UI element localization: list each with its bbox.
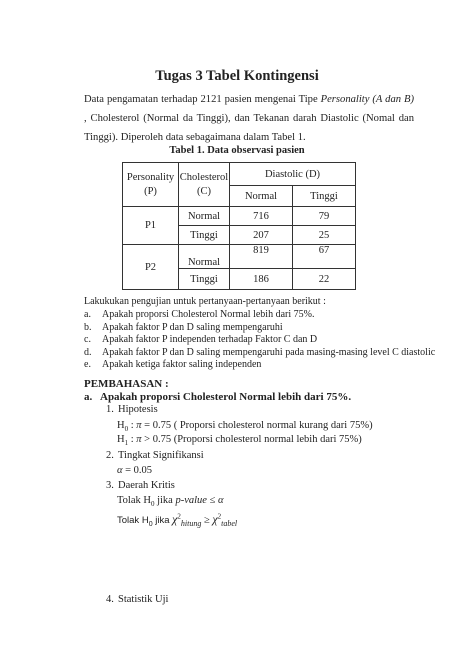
alpha-line: α = 0.05 xyxy=(117,465,153,476)
list-marker: d. xyxy=(84,346,92,358)
cell-cholesterol: Tinggi xyxy=(179,226,230,245)
step-number: 3. xyxy=(106,480,114,491)
intro-text: Data pengamatan terhadap 2121 pasien mengenai Tipe xyxy=(84,94,321,105)
header-tinggi: Tinggi xyxy=(293,186,356,207)
task-list xyxy=(84,296,444,371)
list-text: Apakah faktor P dan D saling mempengaruhi xyxy=(102,321,283,333)
table-row xyxy=(123,245,356,269)
intro-italic-text: Personality (A dan B) xyxy=(320,94,415,105)
cell-cholesterol: Normal xyxy=(179,245,230,269)
cell-personality: P2 xyxy=(123,245,179,290)
cell-normal: 186 xyxy=(230,269,293,290)
rule-text: jika xyxy=(154,495,176,506)
rule-text: jika xyxy=(152,515,170,526)
rule-subscript: hitung xyxy=(180,519,202,529)
step-test-statistic xyxy=(106,594,168,605)
header-cholesterol: Cholesterol (C) xyxy=(179,163,230,207)
list-text: Apakah faktor P dan D saling mempengaruhi pada masing-masing level C diastolic xyxy=(102,346,436,358)
alpha-text: = 0.05 xyxy=(122,465,153,476)
step-label: Tingkat Signifikansi xyxy=(118,450,204,461)
header-normal: Normal xyxy=(230,186,293,207)
rule-subscript: tabel xyxy=(221,519,238,529)
solution-subheading xyxy=(84,391,351,404)
cell-normal: 207 xyxy=(230,226,293,245)
h0-line: $H_0$ : π = 0.75 ( Proporsi cholesterol normal kurang dari 75%) xyxy=(117,420,373,434)
cell-cholesterol: Normal xyxy=(179,207,230,226)
step-label: Daerah Kritis xyxy=(118,480,175,491)
cell-normal: 716 xyxy=(230,207,293,226)
cell-tinggi: 67 xyxy=(293,245,356,269)
cell-cholesterol: Tinggi xyxy=(179,269,230,290)
step-label: Hipotesis xyxy=(118,404,158,415)
solution-heading: PEMBAHASAN : xyxy=(84,378,169,390)
rule-relation: ≤ xyxy=(206,495,218,506)
rule-subscript: 0 xyxy=(150,500,155,509)
list-text: Apakah proporsi Cholesterol Normal lebih dari 75%. xyxy=(102,309,315,321)
reject-rule-pvalue: Tolak $H_0$ jika p-value ≤ α xyxy=(117,495,224,509)
list-item xyxy=(84,309,444,321)
list-marker: a. xyxy=(84,309,91,321)
list-marker: b. xyxy=(84,321,92,333)
rule-text: Tolak H xyxy=(117,495,151,506)
step-critical-region xyxy=(106,480,175,491)
h1-line: $H_1$ : π > 0.75 (Proporsi cholesterol normal lebih dari 75%) xyxy=(117,434,362,448)
list-marker: e. xyxy=(84,359,91,371)
step-significance xyxy=(106,450,204,461)
reject-rule-chisquare: Tolak $H_0$ jika $\chi^2_{hitung} \ge \chi^2_{tabel}$ xyxy=(117,512,238,529)
step-label: Statistik Uji xyxy=(118,594,169,605)
cell-tinggi: 79 xyxy=(293,207,356,226)
rule-italic: p-value xyxy=(175,495,207,506)
h0-text: = 0.75 ( Proporsi cholesterol normal kurang dari 75%) xyxy=(141,420,373,431)
intro-paragraph xyxy=(84,90,414,147)
subheading-marker: a. xyxy=(84,391,93,403)
table-row xyxy=(123,207,356,226)
list-item xyxy=(84,322,444,334)
subheading-text: Apakah proporsi Cholesterol Normal lebih dari 75%. xyxy=(100,391,352,403)
step-number: 2. xyxy=(106,450,114,461)
rule-relation: ≥ xyxy=(201,515,213,526)
h1-text: > 0.75 (Proporsi cholesterol normal lebih dari 75%) xyxy=(141,434,362,445)
task-list-lead: Lakukukan pengujian untuk pertanyaan-pertanyaan berikut : xyxy=(84,296,326,307)
table-caption: Tabel 1. Data observasi pasien xyxy=(169,145,305,156)
header-diastolic: Diastolic (D) xyxy=(230,163,356,186)
step-hypothesis xyxy=(106,404,158,415)
cell-normal: 819 xyxy=(230,245,293,269)
intro-text-end: , Cholesterol (Normal da Tinggi), dan Tekanan darah Diastolic (Nomal dan Tinggi). Diperoleh data sebagaimana dalam Tabel 1. xyxy=(84,113,414,143)
cell-personality: P1 xyxy=(123,207,179,245)
observation-table xyxy=(122,162,356,290)
list-item xyxy=(84,347,444,359)
rule-text: Tolak H xyxy=(117,515,149,526)
list-item xyxy=(84,359,444,371)
list-marker: c. xyxy=(84,334,91,346)
list-text: Apakah faktor P independen terhadap Faktor C dan D xyxy=(102,334,318,346)
step-number: 4. xyxy=(106,594,114,605)
step-number: 1. xyxy=(106,404,114,415)
header-personality: Personality (P) xyxy=(123,163,179,207)
list-item xyxy=(84,334,444,346)
cell-tinggi: 25 xyxy=(293,226,356,245)
list-text: Apakah ketiga faktor saling independen xyxy=(102,359,262,371)
document-title: Tugas 3 Tabel Kontingensi xyxy=(155,68,319,84)
cell-tinggi: 22 xyxy=(293,269,356,290)
rule-subscript: 0 xyxy=(148,520,153,528)
